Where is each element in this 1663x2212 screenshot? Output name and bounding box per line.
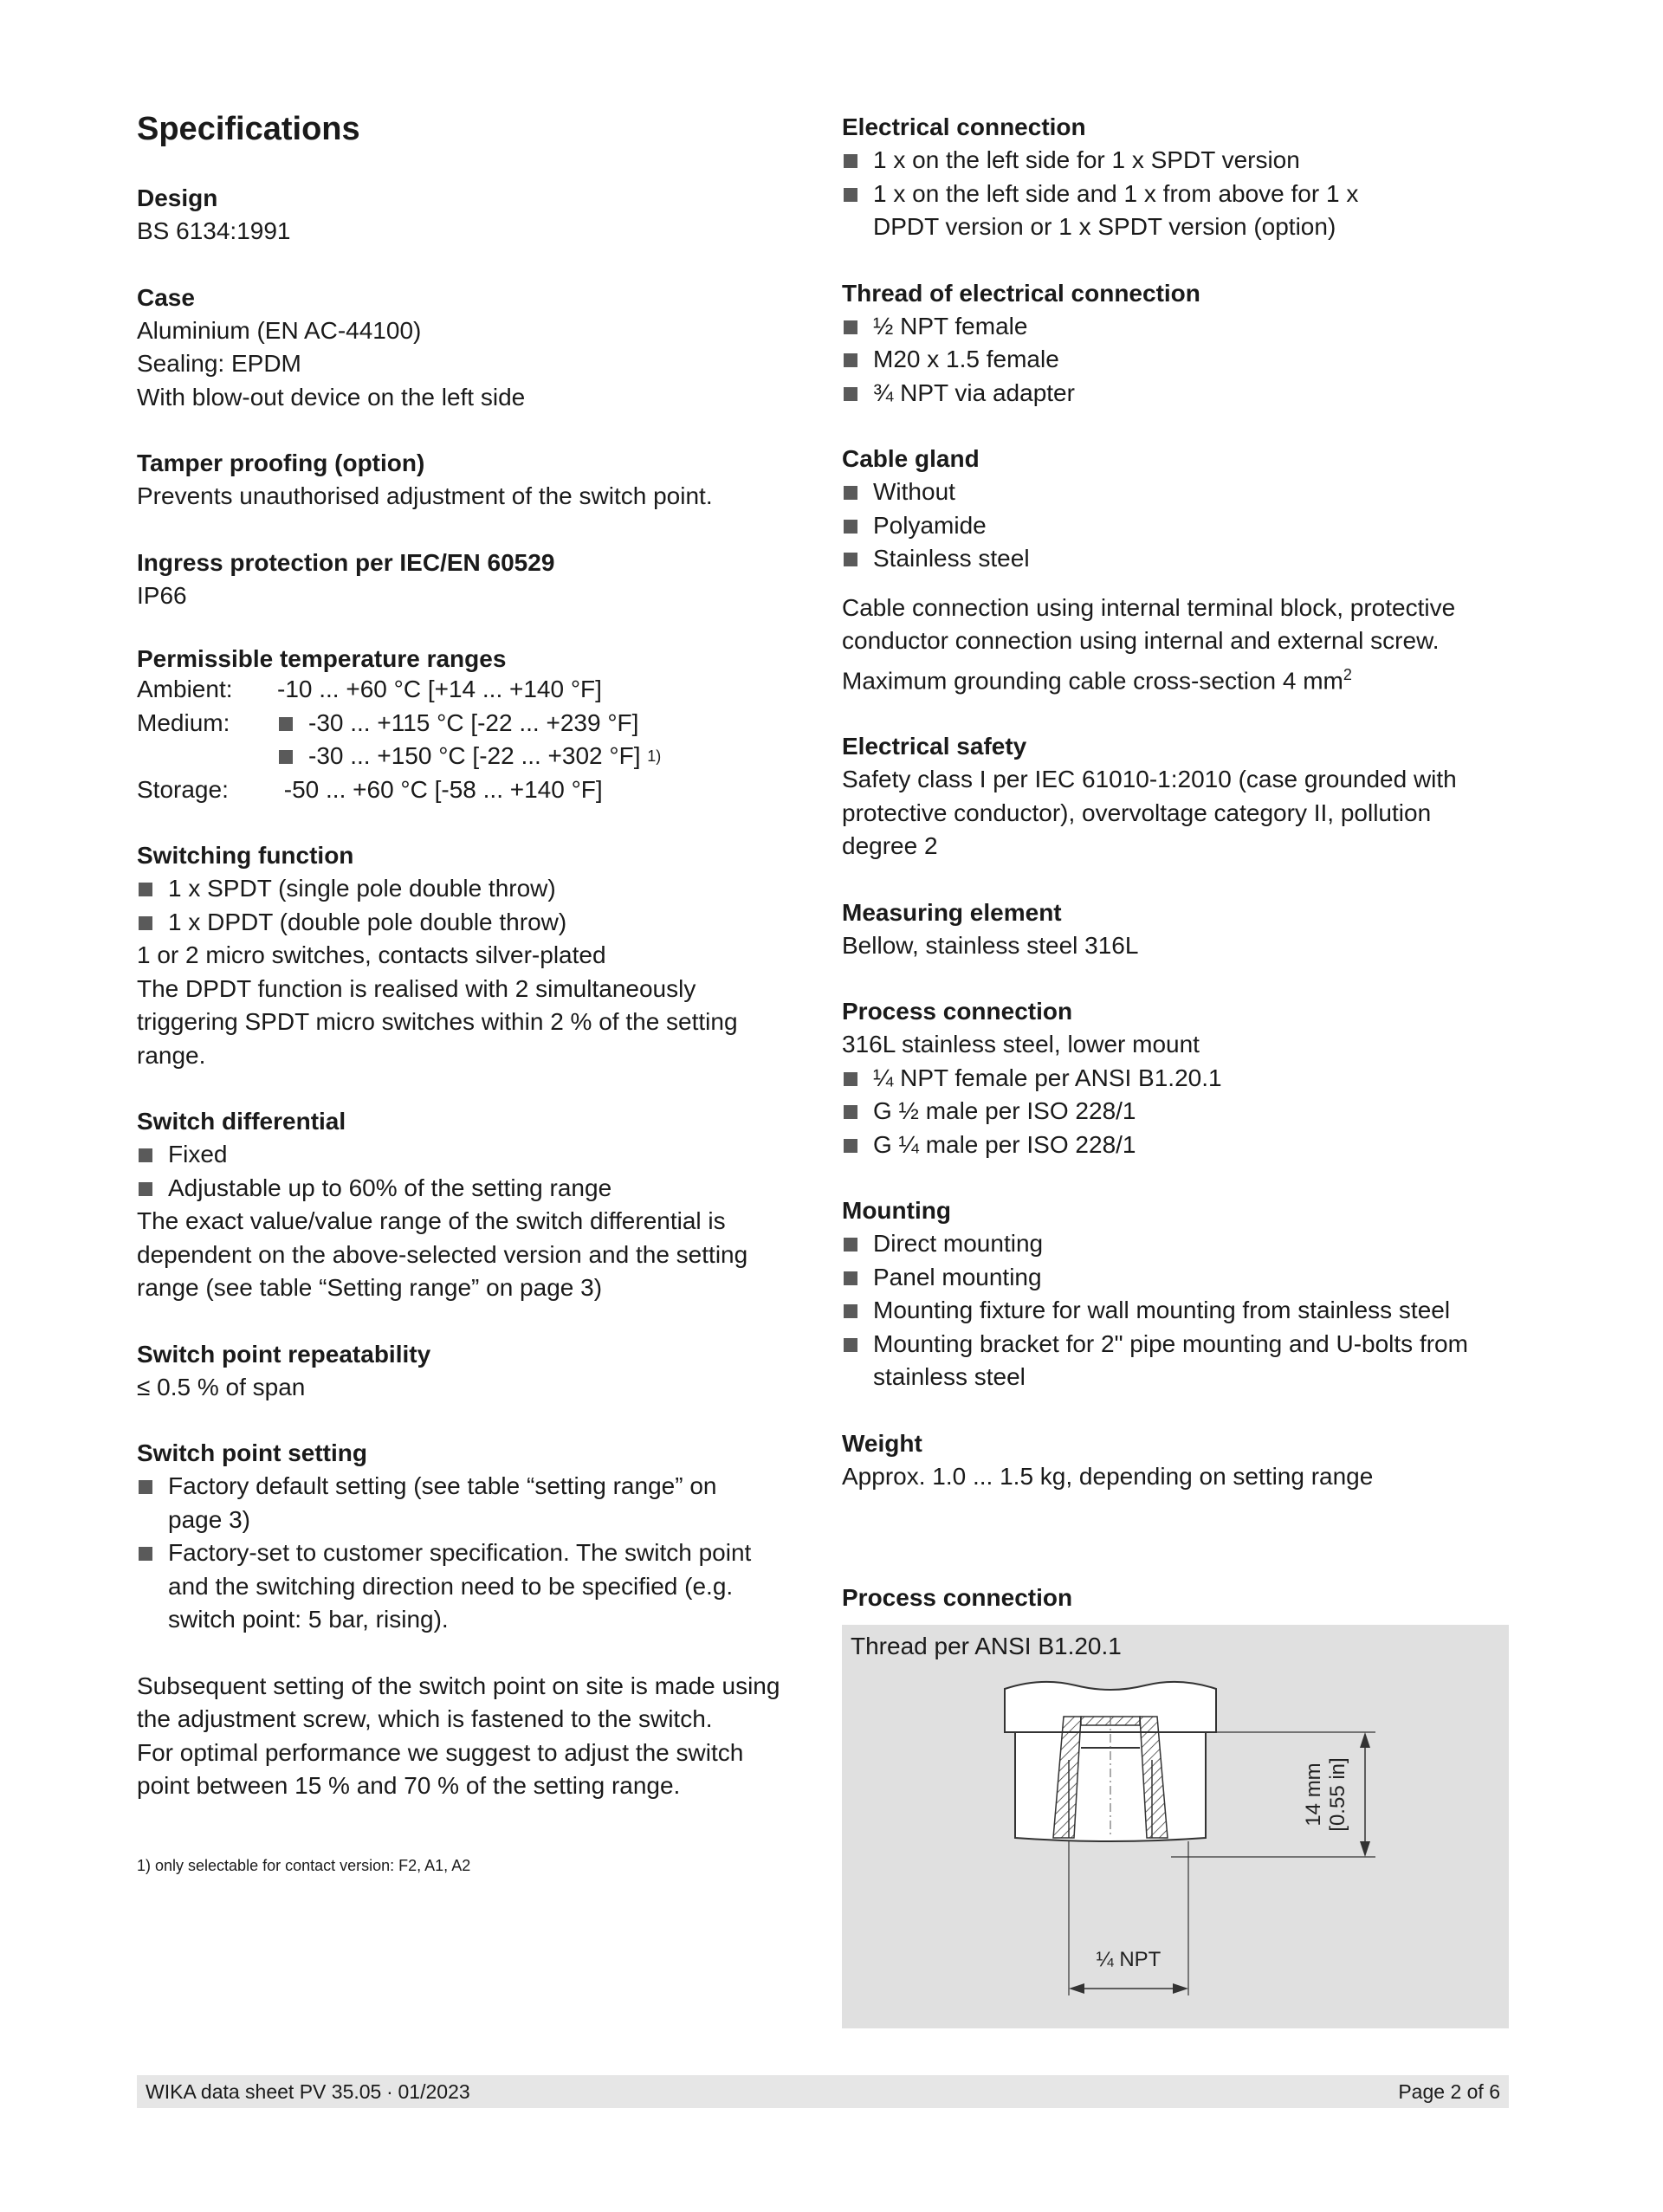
text-line: dependent on the above-selected version and the setting — [137, 1240, 748, 1268]
process-drawing-title: Process connection — [842, 1584, 1073, 1611]
medium-value: -30 ... +150 °C [-22 ... +302 °F] — [308, 742, 641, 769]
text-line: protective conductor), overvoltage category II, pollution — [842, 799, 1432, 826]
switching-section — [137, 839, 804, 1072]
section-title: Cable gland — [842, 445, 980, 472]
text-line: triggering SPDT micro switches within 2 % of the setting — [137, 1008, 738, 1035]
text-line: Approx. 1.0 ... 1.5 kg, depending on setting range — [842, 1462, 1374, 1490]
npt-label: ¼ NPT — [1096, 1948, 1162, 1971]
list-item: G ½ male per ISO 228/1 — [842, 1095, 1535, 1129]
process-drawing-label: Thread per ANSI B1.20.1 — [851, 1633, 1122, 1659]
dimension-mm: 14 mm — [1302, 1762, 1325, 1827]
text-line: 316L stainless steel, lower mount — [842, 1031, 1200, 1058]
ambient-row — [137, 673, 804, 707]
medium-value: -30 ... +115 °C [-22 ... +239 °F] — [308, 708, 639, 736]
page-title: Specifications — [137, 111, 360, 147]
bullet-square-icon — [277, 707, 308, 741]
list-item: Factory-set to customer specification. The switch point and the switching direction need to be specified (e.g. switch point: 5 bar, rising). — [137, 1536, 774, 1637]
list-item: Adjustable up to 60% of the setting range — [137, 1172, 804, 1206]
bullet-list — [137, 1138, 804, 1205]
process-drawing-box — [842, 1625, 1509, 2028]
section-title: Permissible temperature ranges — [137, 645, 507, 672]
bullet-list — [842, 1062, 1535, 1162]
list-item: Without — [842, 475, 1535, 509]
differential-section — [137, 1105, 804, 1305]
text-line: Aluminium (EN AC-44100) — [137, 316, 422, 344]
section-title: Electrical safety — [842, 733, 1027, 760]
list-item: 1 x SPDT (single pole double throw) — [137, 872, 804, 906]
thread-drawing — [842, 1665, 1509, 2028]
storage-value: -50 ... +60 °C [-58 ... +140 °F] — [277, 775, 603, 803]
text-line: Subsequent setting of the switch point on site is made using — [137, 1672, 780, 1699]
text-line: range (see table “Setting range” on page 3) — [137, 1274, 603, 1301]
text-line: the adjustment screw, which is fastened to the switch. — [137, 1705, 713, 1732]
list-item: Stainless steel — [842, 542, 1535, 576]
section-title: Measuring element — [842, 898, 1062, 926]
text-line: 1 or 2 micro switches, contacts silver-plated — [137, 941, 606, 968]
text-line: Bellow, stainless steel 316L — [842, 931, 1139, 959]
weight-section — [842, 1427, 1535, 1494]
text-line: Safety class I per IEC 61010-1:2010 (case grounded with — [842, 766, 1457, 793]
repeatability-section — [137, 1338, 804, 1405]
storage-label: Storage: — [137, 775, 229, 803]
section-title: Switch point setting — [137, 1439, 367, 1466]
text-line: degree 2 — [842, 832, 938, 860]
bullet-list — [842, 475, 1535, 576]
text-line: The exact value/value range of the switch differential is — [137, 1207, 726, 1234]
medium-option — [277, 707, 661, 741]
list-item: Polyamide — [842, 509, 1535, 543]
case-section — [137, 281, 804, 415]
bullet-square-icon — [277, 740, 308, 773]
ambient-label: Ambient: — [137, 676, 233, 702]
bullet-list — [137, 872, 804, 939]
list-item: Factory default setting (see table “setting range” on page 3) — [137, 1470, 774, 1536]
medium-row — [137, 707, 804, 773]
section-title: Switch differential — [137, 1108, 346, 1135]
medium-label: Medium: — [137, 708, 230, 736]
text-line: conductor connection using internal and external screw. — [842, 627, 1440, 654]
text-line: ≤ 0.5 % of span — [137, 1373, 306, 1400]
text-line — [842, 658, 1535, 698]
text-line: point between 15 % and 70 % of the setting range. — [137, 1772, 681, 1799]
footnote: 1) only selectable for contact version: F2, A1, A2 — [137, 1856, 471, 1874]
section-title: Ingress protection per IEC/EN 60529 — [137, 548, 555, 576]
list-item: 1 x on the left side for 1 x SPDT version — [842, 144, 1535, 178]
mounting-section — [842, 1194, 1535, 1394]
design-section — [137, 182, 804, 249]
left-column — [137, 107, 804, 1876]
section-title: Switching function — [137, 842, 354, 869]
section-title: Thread of electrical connection — [842, 279, 1200, 307]
electrical-connection-section — [842, 111, 1535, 244]
ambient-value: -10 ... +60 °C [+14 ... +140 °F] — [277, 676, 602, 702]
list-item: Mounting fixture for wall mounting from stainless steel — [842, 1294, 1535, 1328]
text-line: Cable connection using internal terminal block, protective — [842, 593, 1456, 621]
text-line: Sealing: EPDM — [137, 350, 301, 377]
list-item: 1 x on the left side and 1 x from above for 1 x DPDT version or 1 x SPDT version (option) — [842, 178, 1427, 244]
superscript: 2 — [1343, 665, 1352, 683]
storage-row — [137, 773, 804, 807]
right-column — [842, 111, 1535, 1526]
bullet-list — [842, 144, 1535, 244]
measuring-element-section — [842, 896, 1535, 963]
page-footer — [137, 2075, 1509, 2108]
section-title: Switch point repeatability — [137, 1340, 431, 1368]
text-line: For optimal performance we suggest to adjust the switch — [137, 1738, 744, 1766]
ingress-section — [137, 547, 804, 613]
text-line: Prevents unauthorised adjustment of the switch point. — [137, 482, 713, 509]
text-line: The DPDT function is realised with 2 simultaneously — [137, 974, 696, 1002]
section-title: Process connection — [842, 998, 1073, 1025]
list-item: Mounting bracket for 2" pipe mounting and U-bolts from stainless steel — [842, 1328, 1514, 1394]
footnote-ref: 1) — [647, 747, 662, 765]
text-line: BS 6134:1991 — [137, 217, 291, 244]
section-title: Mounting — [842, 1197, 951, 1225]
footer-doc-id: WIKA data sheet PV 35.05 ∙ 01/2023 — [146, 2079, 470, 2103]
section-title: Case — [137, 283, 195, 311]
electrical-safety-section — [842, 730, 1535, 863]
section-title: Tamper proofing (option) — [137, 450, 425, 476]
section-title: Electrical connection — [842, 113, 1086, 140]
list-item: Fixed — [137, 1138, 804, 1172]
setting-section — [137, 1437, 804, 1803]
list-item: Panel mounting — [842, 1261, 1535, 1295]
list-item: G ¼ male per ISO 228/1 — [842, 1129, 1535, 1162]
medium-option — [277, 740, 661, 773]
cable-gland-section — [842, 443, 1535, 697]
list-item: 1 x DPDT (double pole double throw) — [137, 906, 804, 940]
list-item: M20 x 1.5 female — [842, 343, 1535, 377]
temperature-section — [137, 645, 804, 806]
list-item: ¼ NPT female per ANSI B1.20.1 — [842, 1062, 1535, 1096]
bullet-list — [842, 1227, 1535, 1394]
text-line: IP66 — [137, 581, 187, 609]
dimension-in: [0.55 in] — [1326, 1757, 1349, 1832]
text-line: With blow-out device on the left side — [137, 383, 526, 411]
list-item: Direct mounting — [842, 1227, 1535, 1261]
bullet-list — [842, 310, 1535, 411]
text-span: Maximum grounding cable cross-section 4 mm — [842, 666, 1343, 694]
process-connection-section — [842, 995, 1535, 1161]
list-item: ½ NPT female — [842, 310, 1535, 344]
footer-page-number: Page 2 of 6 — [1398, 2079, 1500, 2103]
section-title: Design — [137, 184, 218, 211]
list-item: ¾ NPT via adapter — [842, 377, 1535, 411]
bullet-list — [137, 1470, 804, 1637]
tamper-section — [137, 447, 804, 514]
text-line: range. — [137, 1041, 206, 1069]
thread-section — [842, 277, 1535, 411]
section-title: Weight — [842, 1429, 922, 1457]
